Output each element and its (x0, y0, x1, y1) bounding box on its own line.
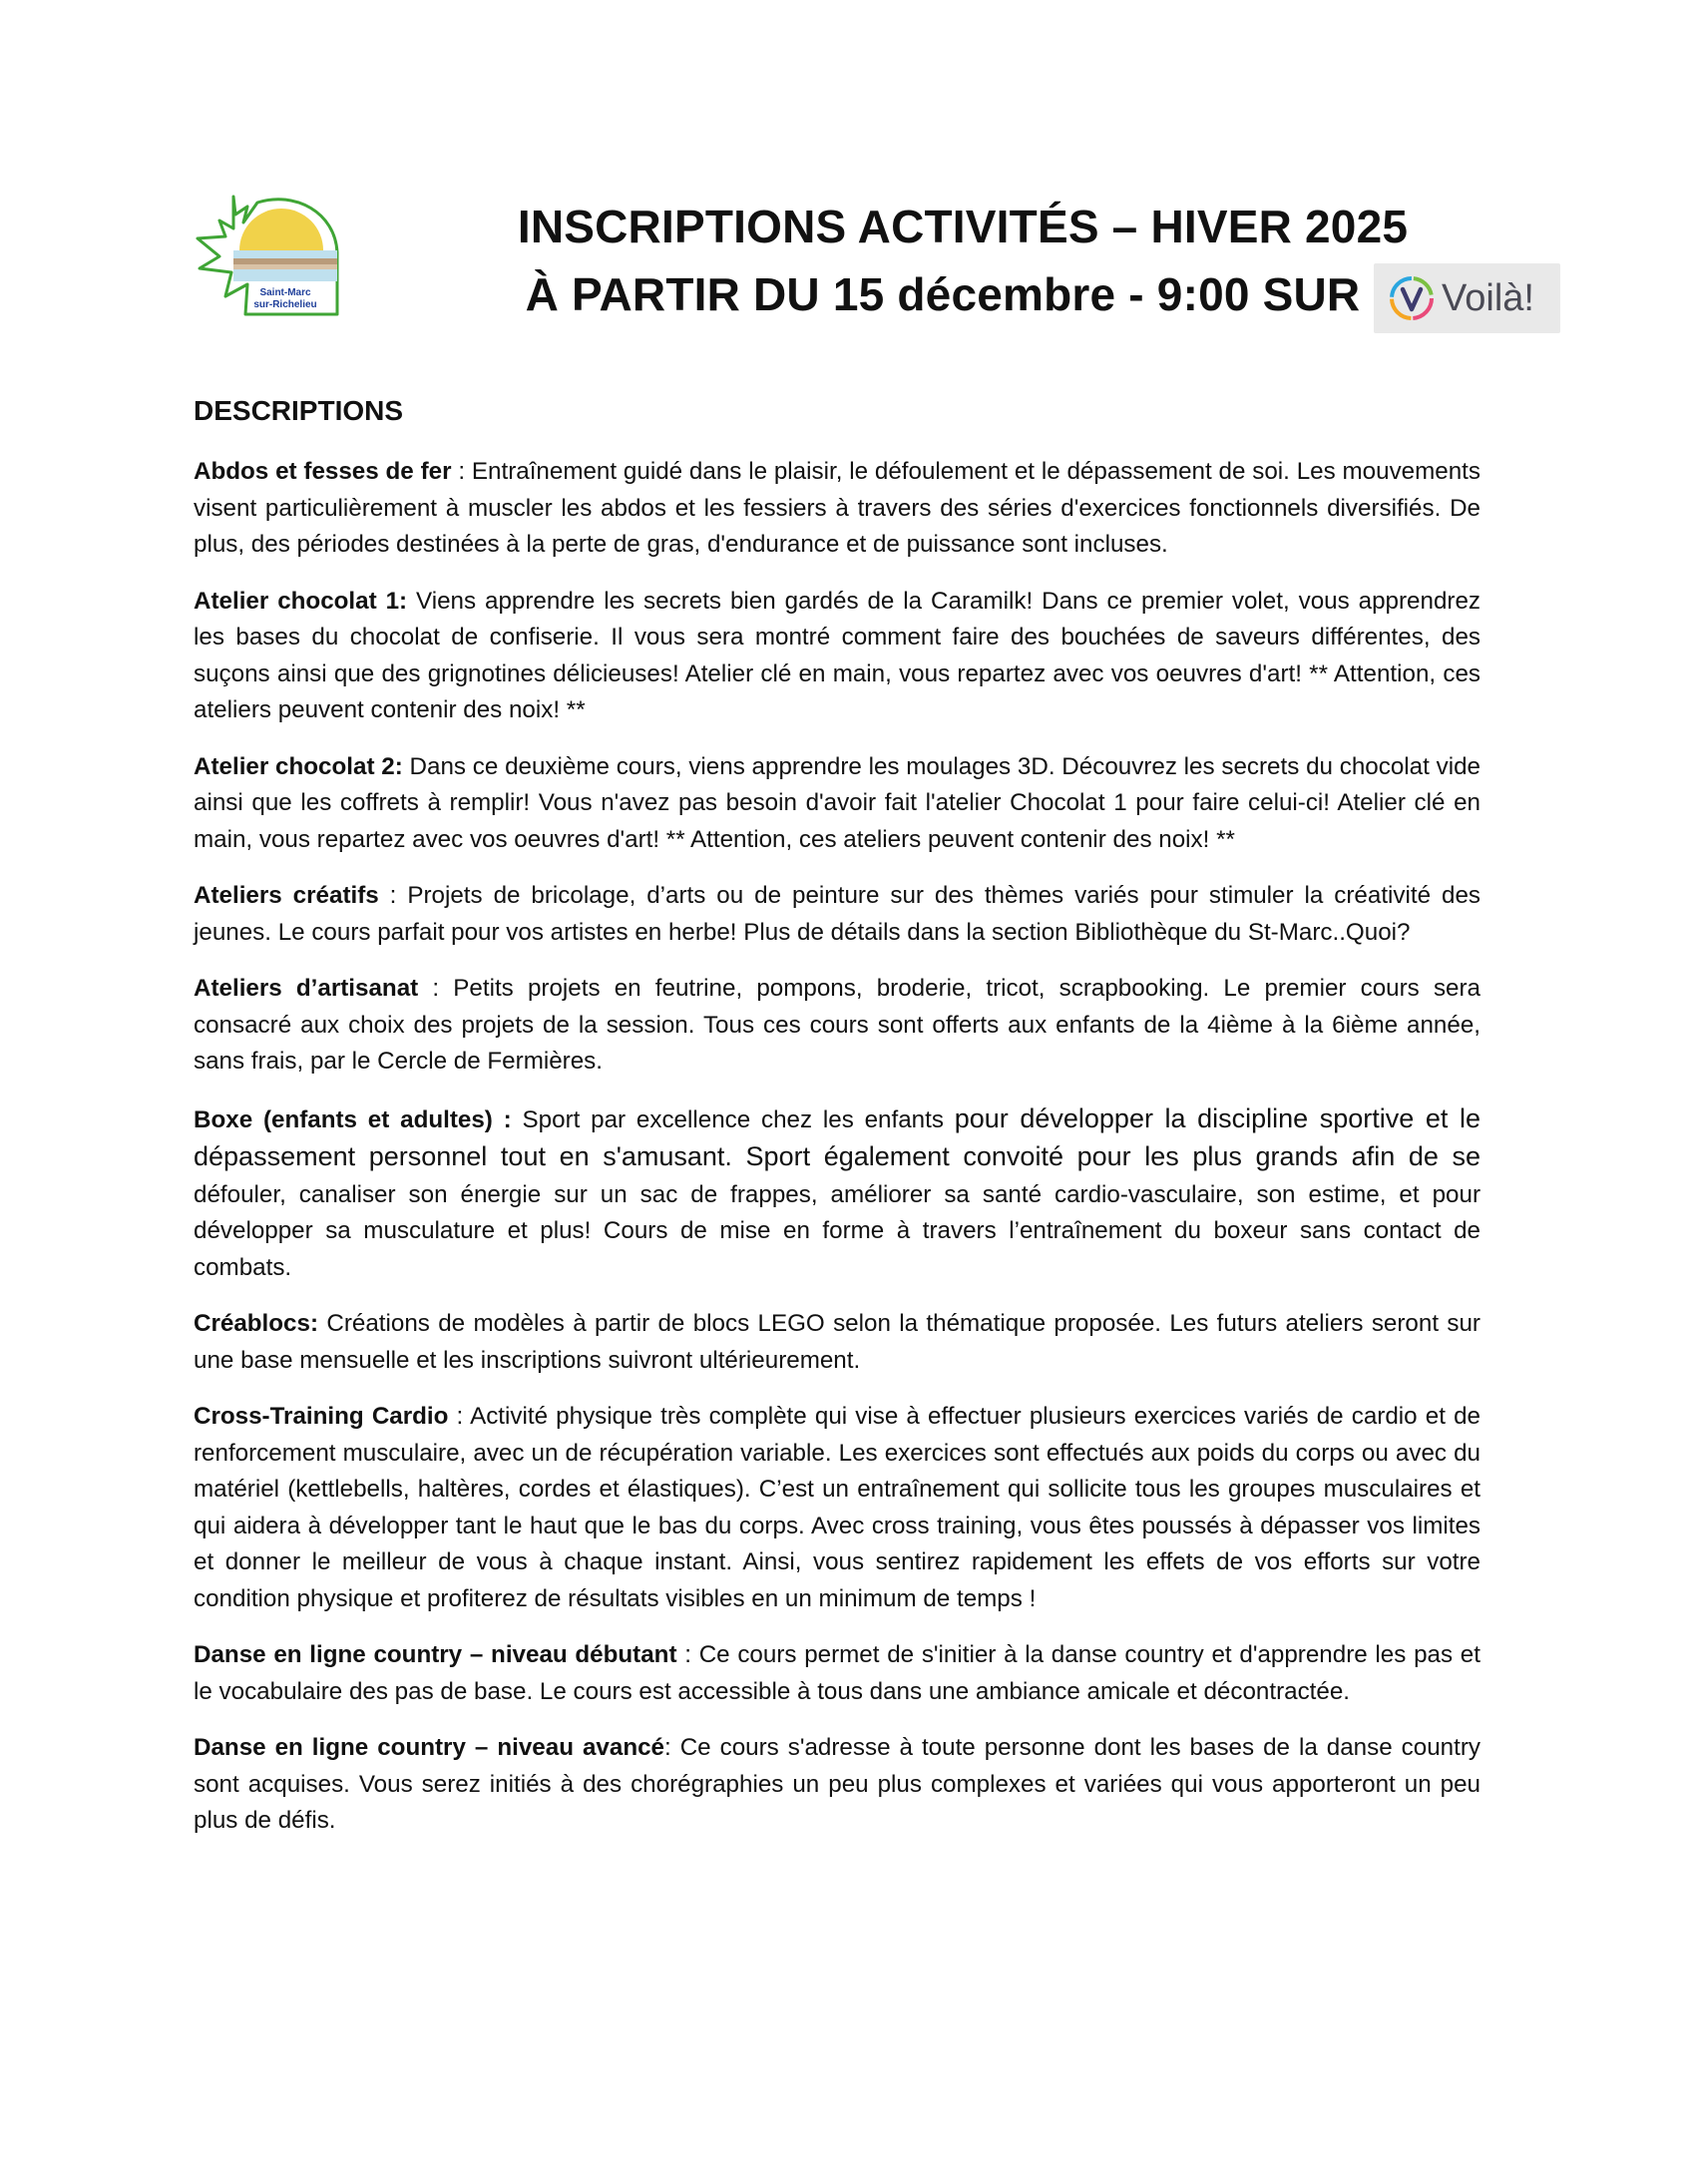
municipal-logo (196, 193, 345, 317)
section-title: DESCRIPTIONS (194, 395, 404, 426)
description-text: Projets de bricolage, d’arts ou de peinture sur des thèmes variés pour stimuler la créativité des jeunes. Le cours parfait pour vos artistes en herbe! Plus de détails dans la section Bibliothèque du St-Marc..Quoi? (194, 882, 1480, 946)
description-text: Activité physique très complète qui vise à effectuer plusieurs exercices variés de cardio et de renforcement musculaire, avec un de récupération variable. Les exercices sont effectués aux poids du corps ou avec du matériel (kettlebells, haltères, cordes et élastiques). C’est un entraînement qui sollicite tous les groupes musculaires et qui aidera à développer tant le haut que le bas du corps. Avec cross training, vous êtes poussés à dépasser vos limites et donner le meilleur de vous à chaque instant. Ainsi, vous sentirez rapidement les effets de vos efforts sur votre condition physique et profiterez de résultats visibles en un minimum de temps ! (194, 1403, 1480, 1612)
description-term: Créablocs: (194, 1310, 319, 1337)
description-term: Danse en ligne country – niveau débutant (194, 1641, 677, 1668)
description-item: Danse en ligne country – niveau avancé: Ce cours s'adresse à toute personne dont les bases de la danse country sont acquises. Vous serez initiés à des chorégraphies un peu plus complexes et variées qui vous apporteront un peu plus de défis. (194, 1734, 1480, 1834)
description-item: Ateliers d’artisanat : Petits projets en feutrine, pompons, broderie, tricot, scrapbooking. Le premier cours sera consacré aux choix des projets de la session. Tous ces cours sont offerts aux enfants de la 4ième à la 6ième année, sans frais, par le Cercle de Fermières. (194, 975, 1480, 1075)
description-term: Ateliers créatifs (194, 882, 379, 909)
voila-v-icon (1388, 274, 1436, 322)
description-term: Atelier chocolat 1: (194, 587, 408, 615)
description-term: Abdos et fesses de fer (194, 458, 452, 485)
description-term: Boxe (enfants et adultes) : (194, 1105, 512, 1133)
description-item: Cross-Training Cardio : Activité physique très complète qui vise à effectuer plusieurs exercices variés de cardio et de renforcement musculaire, avec un de récupération variable. Les exercices sont effectués aux poids du corps ou avec du matériel (kettlebells, haltères, cordes et élastiques). C’est un entraînement qui sollicite tous les groupes musculaires et qui aidera à développer tant le haut que le bas du corps. Avec cross training, vous êtes poussés à dépasser vos limites et donner le meilleur de vous à chaque instant. Ainsi, vous sentirez rapidement les effets de vos efforts sur votre condition physique et profiterez de résultats visibles en un minimum de temps ! (194, 1403, 1480, 1612)
description-text: Petits projets en feutrine, pompons, broderie, tricot, scrapbooking. Le premier cours sera consacré aux choix des projets de la session. Tous ces cours sont offerts aux enfants de la 4ième à la 6ième année, sans frais, par le Cercle de Fermières. (194, 975, 1480, 1075)
logo-text-line2: sur-Richelieu (253, 299, 317, 310)
description-text: Viens apprendre les secrets bien gardés de la Caramilk! Dans ce premier volet, vous apprendrez les bases du chocolat de confiserie. Il vous sera montré comment faire des bouchées de saveurs différentes, des suçons ainsi que des grignotines délicieuses! Atelier clé en main, vous repartez avec vos oeuvres d'art! ** Attention, ces ateliers peuvent contenir des noix! ** (194, 587, 1480, 723)
page-title-line2: À PARTIR DU 15 décembre - 9:00 SUR (525, 268, 1361, 320)
description-text: Dans ce deuxième cours, viens apprendre les moulages 3D. Découvrez les secrets du chocolat vide ainsi que les coffrets à remplir! Vous n'avez pas besoin d'avoir fait l'atelier Chocolat 1 pour faire celui-ci! Atelier clé en main, vous repartez avec vos oeuvres d'art! ** Attention, ces ateliers peuvent contenir des noix! ** (194, 752, 1480, 853)
description-item (194, 749, 1480, 859)
description-text: Créations de modèles à partir de blocs LEGO selon la thématique proposée. Les futurs ateliers seront sur une base mensuelle et les inscriptions suivront ultérieurement. (194, 1310, 1480, 1374)
logo-text-line1: Saint-Marc (259, 287, 311, 298)
voila-logo (1374, 263, 1560, 333)
description-item (194, 584, 1480, 729)
description-term: Atelier chocolat 2: (194, 752, 403, 780)
voila-label: Voilà! (1442, 276, 1534, 319)
description-text: Sport par excellence chez les enfants (522, 1105, 955, 1133)
description-term: Ateliers d’artisanat (194, 975, 419, 1002)
description-item: Danse en ligne country – niveau débutant : Ce cours permet de s'initier à la danse country et d'apprendre les pas et le vocabulaire des pas de base. Le cours est accessible à tous dans une ambiance amicale et décontractée. (194, 1641, 1480, 1705)
description-text: Ce cours s'adresse à toute personne dont les bases de la danse country sont acquises. Vous serez initiés à des chorégraphies un peu plus complexes et variées qui vous apporteront un peu plus de défis. (194, 1734, 1480, 1834)
description-text: défouler, canaliser son énergie sur un sac de frappes, améliorer sa santé cardio-vasculaire, son estime, et pour développer sa musculature et plus! Cours de mise en forme à travers l’entraînement du boxeur sans contact de combats. (194, 1180, 1480, 1281)
description-term: Danse en ligne country – niveau avancé (194, 1734, 664, 1761)
description-item (194, 1306, 1480, 1379)
description-item (194, 1100, 1480, 1287)
description-text: Ce cours permet de s'initier à la danse country et d'apprendre les pas et le vocabulaire des pas de base. Le cours est accessible à tous dans une ambiance amicale et décontractée. (194, 1641, 1480, 1705)
page-title-line1: INSCRIPTIONS ACTIVITÉS – HIVER 2025 (517, 201, 1409, 252)
description-text: pour développer la discipline sportive et le dépassement personnel tout en s'amusant. Sport également convoité pour les plus grands afin de se (194, 1102, 1480, 1171)
description-item: Ateliers créatifs : Projets de bricolage, d’arts ou de peinture sur des thèmes variés pour stimuler la créativité des jeunes. Le cours parfait pour vos artistes en herbe! Plus de détails dans la section Bibliothèque du St-Marc..Quoi? (194, 882, 1480, 946)
description-item: Abdos et fesses de fer : Entraînement guidé dans le plaisir, le défoulement et le dépassement de soi. Les mouvements visent particulièrement à muscler les abdos et les fessiers à travers des séries d'exercices fonctionnels diversifiés. De plus, des périodes destinées à la perte de gras, d'endurance et de puissance sont incluses. (194, 458, 1480, 558)
descriptions-list (194, 454, 1480, 1860)
description-text: Entraînement guidé dans le plaisir, le défoulement et le dépassement de soi. Les mouvements visent particulièrement à muscler les abdos et les fessiers à travers des séries d'exercices fonctionnels diversifiés. De plus, des périodes destinées à la perte de gras, d'endurance et de puissance sont incluses. (194, 458, 1480, 558)
description-term: Cross-Training Cardio (194, 1403, 449, 1430)
